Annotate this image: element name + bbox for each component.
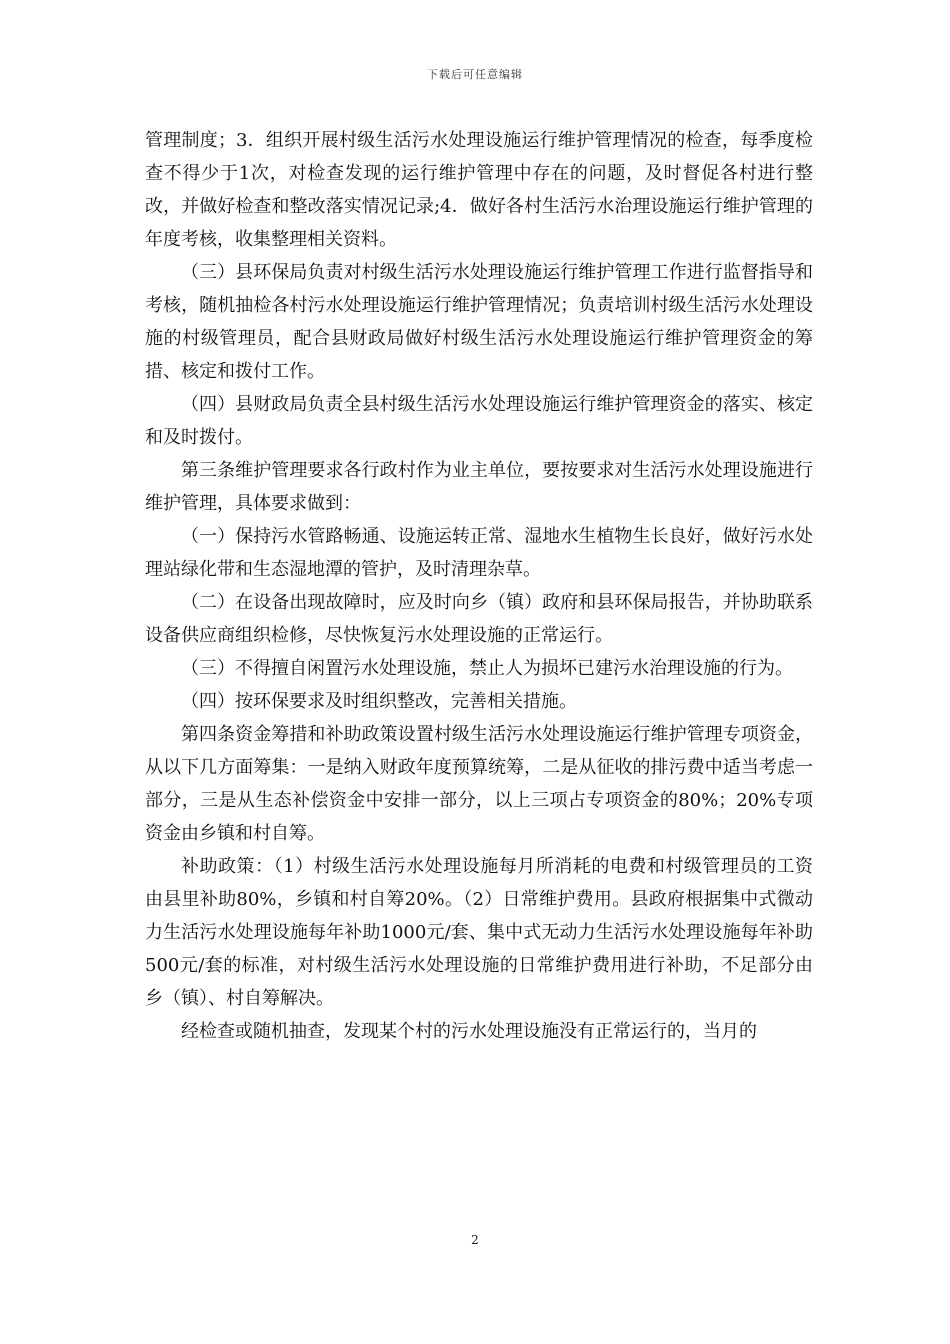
page-header: 下载后可任意编辑 (427, 68, 523, 81)
paragraph: 第四条资金筹措和补助政策设置村级生活污水处理设施运行维护管理专项资金，从以下几方面筹集：一是纳入财政年度预算统筹，二是从征收的排污费中适当考虑一部分，三是从生态补偿资金中安排一部分，以上三项占专项资金的80%；20%专项资金由乡镇和村自筹。 (145, 724, 813, 844)
paragraph: 管理制度；3．组织开展村级生活污水处理设施运行维护管理情况的检查，每季度检查不得少于1次，对检查发现的运行维护管理中存在的问题，及时督促各村进行整改，并做好检查和整改落实情况记录;4．做好各村生活污水治理设施运行维护管理的年度考核，收集整理相关资料。 (145, 130, 813, 250)
paragraph: 经检查或随机抽查，发现某个村的污水处理设施没有正常运行的，当月的 (181, 1021, 757, 1042)
paragraph: （三）不得擅自闲置污水处理设施，禁止人为损坏已建污水治理设施的行为。 (181, 658, 793, 679)
paragraph: （二）在设备出现故障时，应及时向乡（镇）政府和县环保局报告，并协助联系设备供应商组织检修，尽快恢复污水处理设施的正常运行。 (145, 592, 813, 646)
paragraph: （四）按环保要求及时组织整改，完善相关措施。 (181, 691, 577, 712)
paragraph: （四）县财政局负责全县村级生活污水处理设施运行维护管理资金的落实、核定和及时拨付。 (145, 394, 813, 448)
paragraph: （一）保持污水管路畅通、设施运转正常、湿地水生植物生长良好，做好污水处理站绿化带和生态湿地潭的管护，及时清理杂草。 (145, 526, 813, 580)
page-number: 2 (471, 1233, 479, 1247)
paragraph: （三）县环保局负责对村级生活污水处理设施运行维护管理工作进行监督指导和考核，随机抽检各村污水处理设施运行维护管理情况；负责培训村级生活污水处理设施的村级管理员，配合县财政局做好村级生活污水处理设施运行维护管理资金的筹措、核定和拨付工作。 (145, 262, 813, 382)
document-body (145, 124, 813, 1048)
paragraph: 补助政策：（1）村级生活污水处理设施每月所消耗的电费和村级管理员的工资由县里补助80%，乡镇和村自筹20%。（2）日常维护费用。县政府根据集中式微动力生活污水处理设施每年补助1000元/套、集中式无动力生活污水处理设施每年补助500元/套的标准，对村级生活污水处理设施的日常维护费用进行补助，不足部分由乡（镇）、村自筹解决。 (145, 856, 813, 1009)
paragraph: 第三条维护管理要求各行政村作为业主单位，要按要求对生活污水处理设施进行维护管理，具体要求做到： (145, 460, 813, 514)
